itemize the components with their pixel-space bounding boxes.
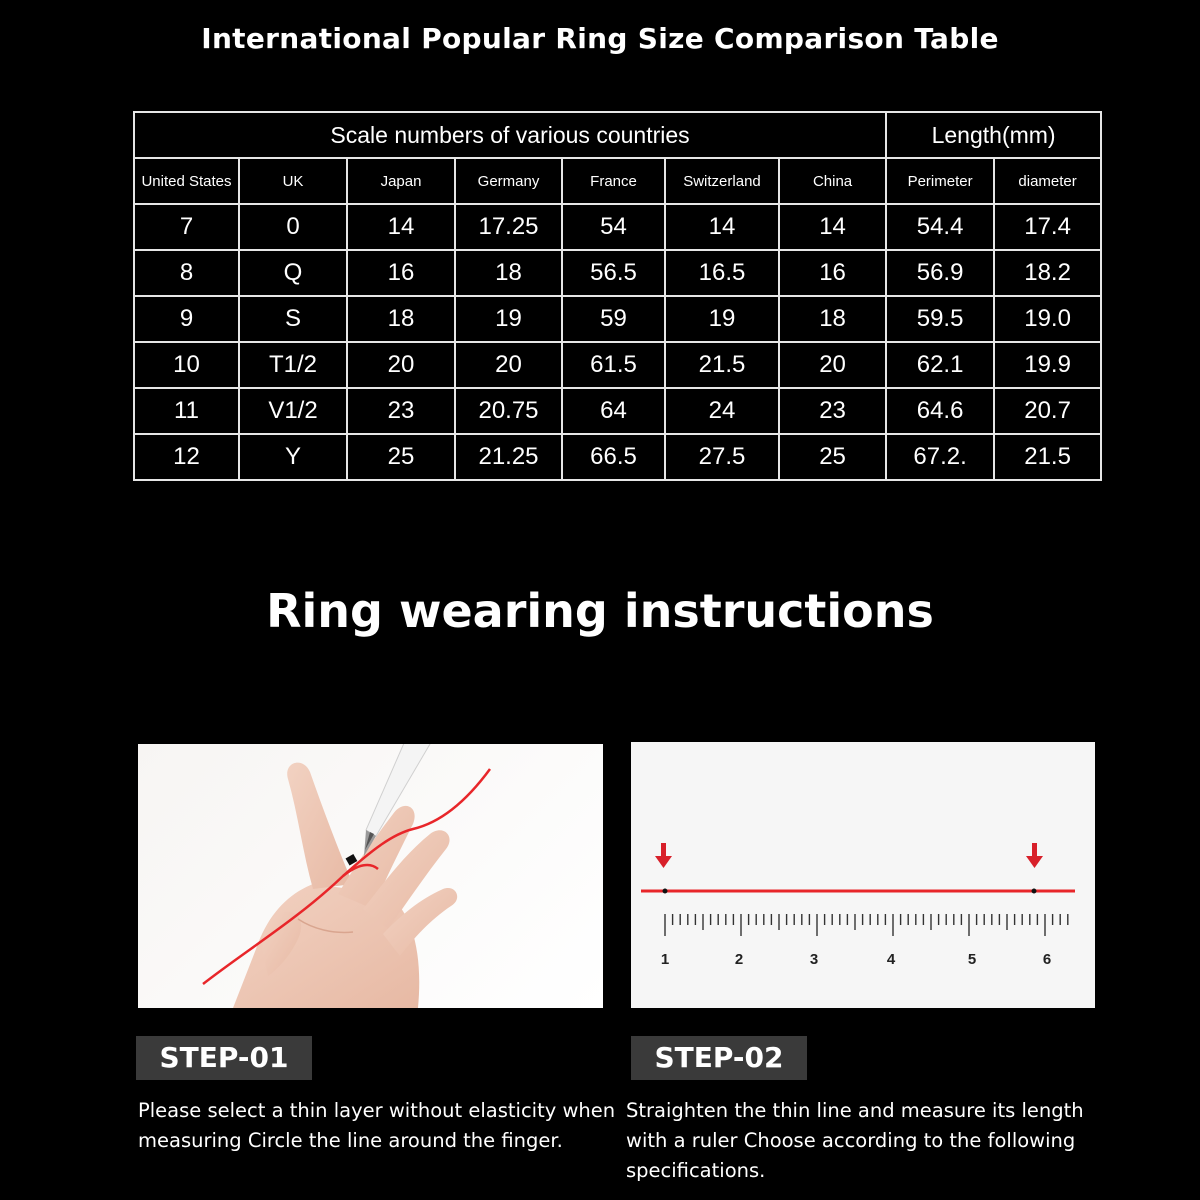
table-cell: 18.2 (994, 250, 1101, 296)
table-cell: 16.5 (665, 250, 779, 296)
table-cell: 25 (779, 434, 886, 480)
table-cell: 18 (779, 296, 886, 342)
table-cell: 20 (455, 342, 562, 388)
group-header-scales: Scale numbers of various countries (134, 112, 886, 158)
table-cell: 18 (455, 250, 562, 296)
table-cell: 14 (779, 204, 886, 250)
table-cell: 54 (562, 204, 665, 250)
table-cell: 20 (779, 342, 886, 388)
table-cell: T1/2 (239, 342, 347, 388)
col-header: Perimeter (886, 158, 994, 204)
ruler-number: 6 (1042, 951, 1052, 968)
finger-measure-illustration (138, 744, 603, 1008)
ruler-number: 3 (809, 951, 819, 968)
table-cell: 19.9 (994, 342, 1101, 388)
table-cell: 20 (347, 342, 455, 388)
col-header: United States (134, 158, 239, 204)
table-cell: 23 (347, 388, 455, 434)
step-02-description (626, 1096, 1084, 1186)
table-cell: 64.6 (886, 388, 994, 434)
ruler-number: 4 (886, 951, 896, 968)
table-row (134, 342, 1101, 388)
table-cell: 19 (665, 296, 779, 342)
table-cell: 56.5 (562, 250, 665, 296)
table-cell: 10 (134, 342, 239, 388)
table-cell: 20.7 (994, 388, 1101, 434)
step-01-line: Please select a thin layer without elasticity when (138, 1099, 616, 1122)
table-cell: 62.1 (886, 342, 994, 388)
table-cell: 0 (239, 204, 347, 250)
table-cell: 21.25 (455, 434, 562, 480)
table-cell: 14 (665, 204, 779, 250)
table-cell: 14 (347, 204, 455, 250)
col-header: UK (239, 158, 347, 204)
table-cell: 11 (134, 388, 239, 434)
col-header: Germany (455, 158, 562, 204)
table-cell: 9 (134, 296, 239, 342)
ring-size-table (133, 111, 1102, 481)
table-cell: 17.25 (455, 204, 562, 250)
table-cell: 59.5 (886, 296, 994, 342)
ruler-number: 2 (734, 951, 744, 968)
step-02-line: Straighten the thin line and measure its length (626, 1099, 1084, 1122)
table-cell: 18 (347, 296, 455, 342)
table-cell: 16 (347, 250, 455, 296)
table-cell: 64 (562, 388, 665, 434)
step-02-line: with a ruler Choose according to the following (626, 1129, 1076, 1152)
table-cell: S (239, 296, 347, 342)
table-cell: 12 (134, 434, 239, 480)
table-cell: 54.4 (886, 204, 994, 250)
ruler-icon (631, 742, 1095, 1008)
arrow-down-icon (1026, 843, 1043, 868)
table-cell: 67.2. (886, 434, 994, 480)
table-row (134, 204, 1101, 250)
col-header: China (779, 158, 886, 204)
table-cell: 21.5 (994, 434, 1101, 480)
step-01-description (138, 1096, 615, 1156)
section-title: Ring wearing instructions (266, 584, 934, 638)
table-row (134, 388, 1101, 434)
table-cell: 8 (134, 250, 239, 296)
hand-icon (138, 744, 603, 1008)
table-cell: 21.5 (665, 342, 779, 388)
table-cell: V1/2 (239, 388, 347, 434)
table-row (134, 250, 1101, 296)
table-cell: 59 (562, 296, 665, 342)
table-cell: 24 (665, 388, 779, 434)
group-header-length: Length(mm) (886, 112, 1101, 158)
table-cell: 16 (779, 250, 886, 296)
step-01-line: measuring Circle the line around the finger. (138, 1129, 563, 1152)
step-02-line: specifications. (626, 1159, 766, 1182)
page-title: International Popular Ring Size Comparison Table (201, 22, 999, 55)
table-cell: 23 (779, 388, 886, 434)
col-header: Japan (347, 158, 455, 204)
table-cell: 7 (134, 204, 239, 250)
table-cell: 27.5 (665, 434, 779, 480)
table-cell: Y (239, 434, 347, 480)
col-header: Switzerland (665, 158, 779, 204)
table-row (134, 296, 1101, 342)
table-row (134, 434, 1101, 480)
col-header: France (562, 158, 665, 204)
table-cell: 19 (455, 296, 562, 342)
table-cell: 17.4 (994, 204, 1101, 250)
arrow-down-icon (655, 843, 672, 868)
step-02-badge: STEP-02 (631, 1036, 807, 1080)
table-cell: 56.9 (886, 250, 994, 296)
table-cell: 20.75 (455, 388, 562, 434)
table-cell: 66.5 (562, 434, 665, 480)
table-cell: Q (239, 250, 347, 296)
ruler-number: 5 (967, 951, 977, 968)
step-01-badge: STEP-01 (136, 1036, 312, 1080)
col-header: diameter (994, 158, 1101, 204)
table-cell: 61.5 (562, 342, 665, 388)
table-cell: 25 (347, 434, 455, 480)
table-cell: 19.0 (994, 296, 1101, 342)
ruler-measure-illustration (631, 742, 1095, 1008)
ruler-number: 1 (660, 951, 670, 968)
